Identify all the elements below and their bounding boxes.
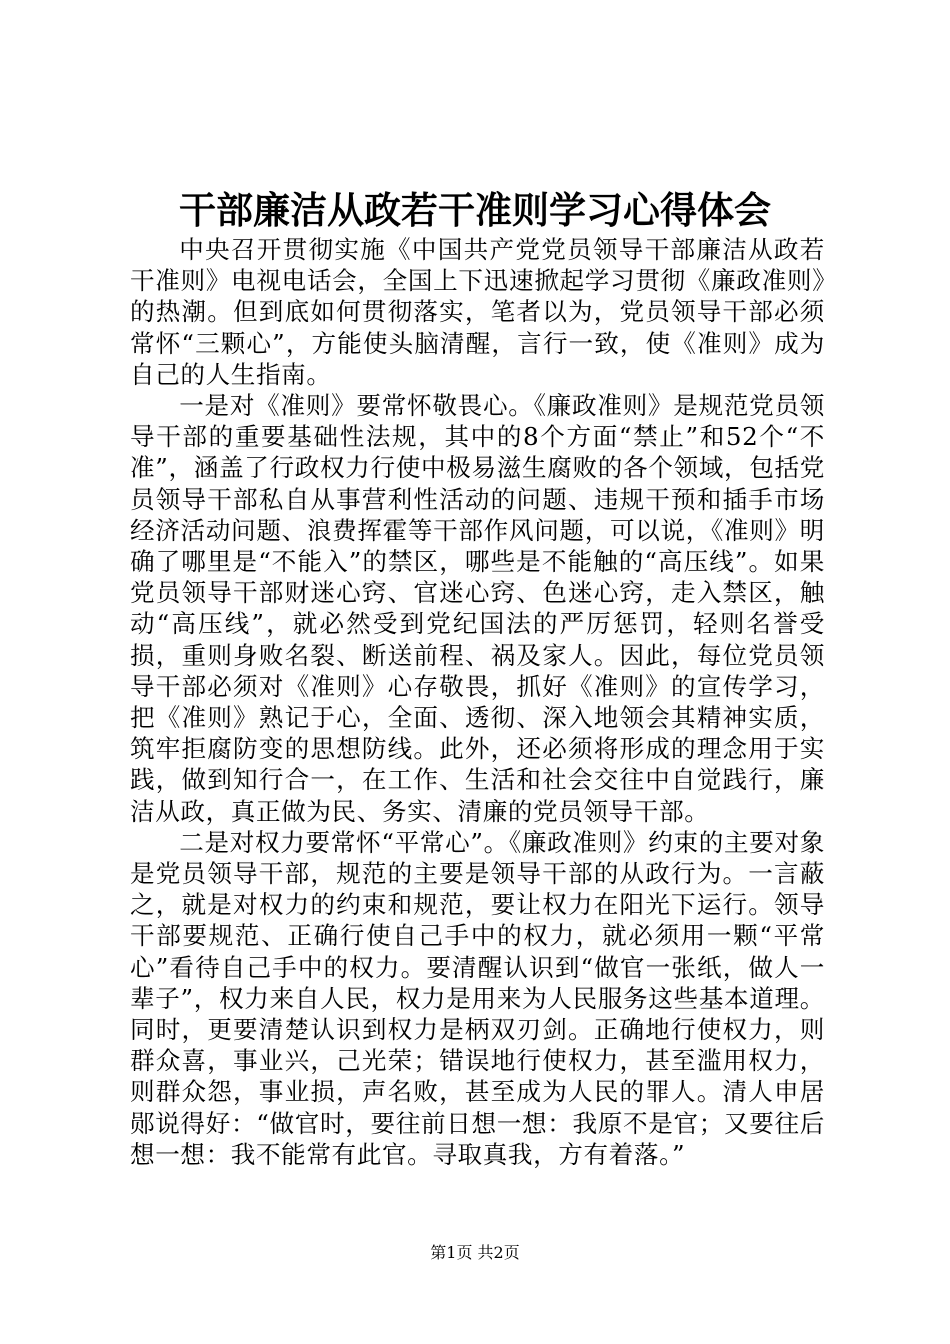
paragraph-power: 二是对权力要常怀“平常心”。《廉政准则》约束的主要对象是党员领导干部，规范的主要是领导干部的从政行为。一言蔽之，就是对权力的约束和规范，要让权力在阳光下运行。领导干部要规范、正确行使自己手中的权力，就必须用一颗“平常心”看待自己手中的权力。要清醒认识到“做官一张纸，做人一辈子”，权力来自人民，权力是用来为人民服务这些基本道理。同时，更要清楚认识到权力是柄双刃剑。正确地行使权力，则群众喜，事业兴，己光荣；错误地行使权力，甚至滥用权力，则群众怨，事业损，声名败，甚至成为人民的罪人。清人申居郧说得好：“做官时，要往前日想一想：我原不是官；又要往后想一想：我不能常有此官。寻取真我，方有着落。”	[130, 827, 825, 1169]
paragraph-awe: 一是对《准则》要常怀敬畏心。《廉政准则》是规范党员领导干部的重要基础性法规，其中的8个方面“禁止”和52个“不准”，涵盖了行政权力行使中极易滋生腐败的各个领域，包括党员领导干部私自从事营利性活动的问题、违规干预和插手市场经济活动问题、浪费挥霍等干部作风问题，可以说，《准则》明确了哪里是“不能入”的禁区，哪些是不能触的“高压线”。如果党员领导干部财迷心窍、官迷心窍、色迷心窍，走入禁区，触动“高压线”，就必然受到党纪国法的严厉惩罚，轻则名誉受损，重则身败名裂、断送前程、祸及家人。因此，每位党员领导干部必须对《准则》心存敬畏，抓好《准则》的宣传学习，把《准则》熟记于心，全面、透彻、深入地领会其精神实质，筑牢拒腐防变的思想防线。此外，还必须将形成的理念用于实践，做到知行合一，在工作、生活和社会交往中自觉践行，廉洁从政，真正做为民、务实、清廉的党员领导干部。	[130, 391, 825, 826]
page-footer: 第1页 共2页	[430, 1243, 520, 1262]
document-body	[130, 234, 825, 1170]
paragraph-intro: 中央召开贯彻实施《中国共产党党员领导干部廉洁从政若干准则》电视电话会，全国上下迅速掀起学习贯彻《廉政准则》的热潮。但到底如何贯彻落实，笔者以为，党员领导干部必须常怀“三颗心”，方能使头脑清醒，言行一致，使《准则》成为自己的人生指南。	[130, 235, 825, 389]
document-title: 干部廉洁从政若干准则学习心得体会	[179, 188, 771, 232]
